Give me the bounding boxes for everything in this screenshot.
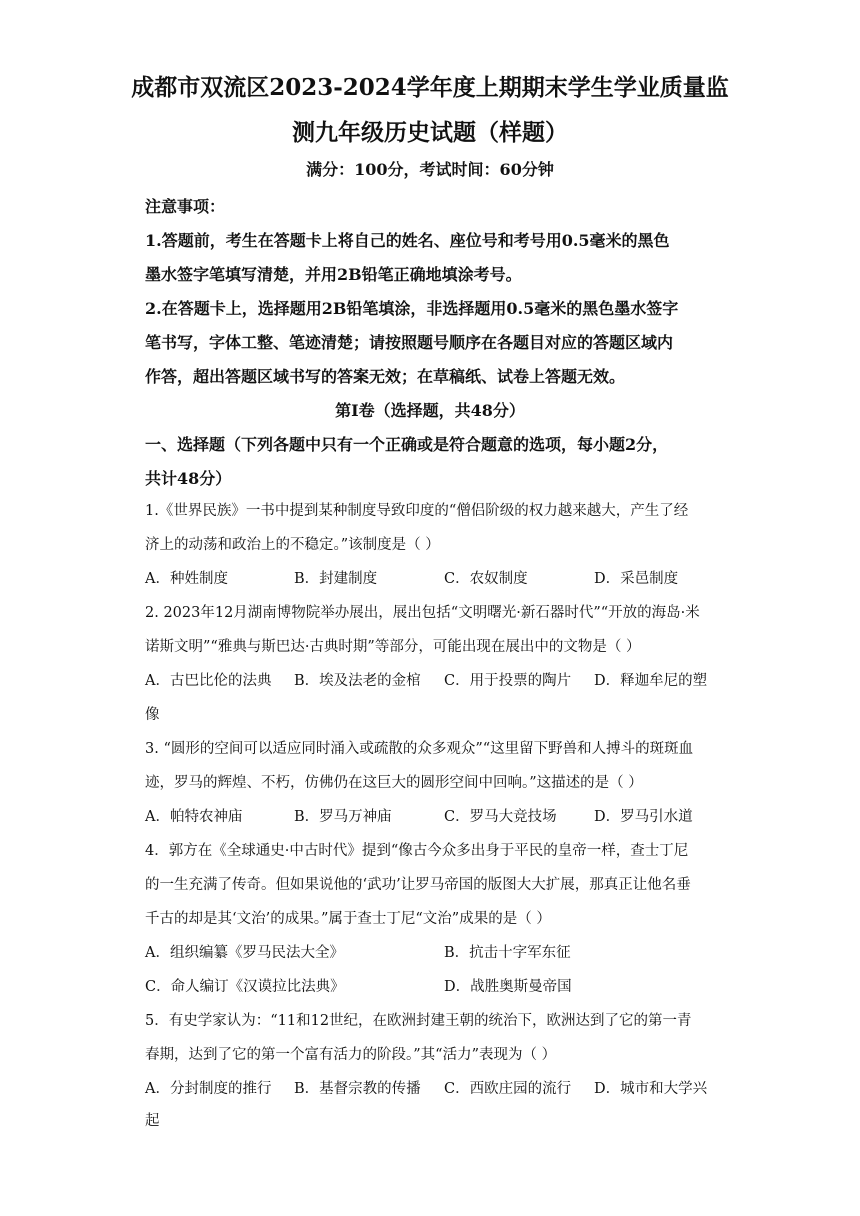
question-2-option-d-wrap: 像 <box>145 707 160 723</box>
question-1-option-d: D．采邑制度 <box>594 571 679 587</box>
question-5-option-c: C．西欧庄园的流行 <box>444 1081 572 1097</box>
notes-line: 笔书写，字体工整、笔迹清楚；请按照题号顺序在各题目对应的答题区域内 <box>145 333 674 352</box>
question-2-stem: 诺斯文明”“雅典与斯巴达·古典时期”等部分，可能出现在展出中的文物是（ ） <box>145 639 641 655</box>
question-1-option-c: C．农奴制度 <box>444 571 528 587</box>
question-3-stem: 3. “圆形的空间可以适应同时涌入或疏散的众多观众”“这里留下野兽和人搏斗的斑斑血 <box>145 741 694 757</box>
question-5-stem: 春期，达到了它的第一个富有活力的阶段。”其“活力”表现为（ ） <box>145 1047 557 1063</box>
question-1-stem: 1.《世界民族》一书中提到某种制度导致印度的“僧侣阶级的权力越来越大，产生了经 <box>145 503 689 519</box>
question-1-option-b: B．封建制度 <box>294 571 378 587</box>
question-3-option-a: A．帕特农神庙 <box>145 809 243 825</box>
question-1-option-a: A．种姓制度 <box>145 571 228 587</box>
question-3-stem: 迹，罗马的辉煌、不朽，仿佛仍在这巨大的圆形空间中回响。”这描述的是（ ） <box>145 775 643 791</box>
question-4-option-b: B．抗击十字军东征 <box>444 945 571 961</box>
notes-line: 1.答题前，考生在答题卡上将自己的姓名、座位号和考号用0.5毫米的黑色 <box>145 231 670 250</box>
question-2-stem: 2. 2023年12月湖南博物院举办展出，展出包括“文明曙光·新石器时代”“开放的海岛·米 <box>145 605 700 621</box>
question-2-option-c: C．用于投票的陶片 <box>444 673 572 689</box>
question-4-option-a: A．组织编纂《罗马民法大全》 <box>145 945 344 961</box>
exam-title-line-1: 成都市双流区2023-2024学年度上期期末学生学业质量监 <box>131 74 729 101</box>
question-5-option-b: B．基督宗教的传播 <box>294 1081 421 1097</box>
notes-heading: 注意事项： <box>145 197 226 216</box>
question-2-option-d: D．释迦牟尼的塑 <box>594 673 708 689</box>
question-5-option-d: D．城市和大学兴 <box>594 1081 708 1097</box>
question-2-option-b: B．埃及法老的金棺 <box>294 673 421 689</box>
notes-line: 2.在答题卡上，选择题用2B铅笔填涂，非选择题用0.5毫米的黑色墨水签字 <box>145 299 679 318</box>
question-5-option-a: A．分封制度的推行 <box>145 1081 272 1097</box>
question-5-option-d-wrap: 起 <box>145 1113 160 1129</box>
part-heading-line-1: 一、选择题（下列各题中只有一个正确或是符合题意的选项，每小题2分， <box>145 435 669 454</box>
notes-line: 墨水签字笔填写清楚，并用2B铅笔正确地填涂考号。 <box>145 265 522 284</box>
score-time-info: 满分：100分，考试时间：60分钟 <box>306 160 554 179</box>
exam-title-line-2: 测九年级历史试题（样题） <box>292 119 568 146</box>
question-2-option-a: A．古巴比伦的法典 <box>145 673 272 689</box>
question-1-stem: 济上的动荡和政治上的不稳定。”该制度是（ ） <box>145 537 440 553</box>
question-4-stem: 的一生充满了传奇。但如果说他的‘武功’让罗马帝国的版图大大扩展，那真正让他名垂 <box>145 877 691 893</box>
question-5-stem: 5．有史学家认为：“11和12世纪，在欧洲封建王朝的统治下，欧洲达到了它的第一青 <box>145 1013 692 1029</box>
volume-title: 第Ⅰ卷（选择题，共48分） <box>335 401 525 420</box>
question-4-stem: 4．郭方在《全球通史·中古时代》提到“像古今众多出身于平民的皇帝一样，查士丁尼 <box>145 843 689 859</box>
question-4-stem: 千古的却是其‘文治’的成果。”属于查士丁尼“文治”成果的是（ ） <box>145 911 551 927</box>
question-3-option-b: B．罗马万神庙 <box>294 809 392 825</box>
part-heading-line-2: 共计48分） <box>145 469 232 488</box>
notes-line: 作答，超出答题区域书写的答案无效；在草稿纸、试卷上答题无效。 <box>145 367 626 386</box>
question-4-option-d: D．战胜奥斯曼帝国 <box>444 979 572 995</box>
question-4-option-c: C．命人编订《汉谟拉比法典》 <box>145 979 345 995</box>
question-3-option-d: D．罗马引水道 <box>594 809 693 825</box>
question-3-option-c: C．罗马大竞技场 <box>444 809 557 825</box>
